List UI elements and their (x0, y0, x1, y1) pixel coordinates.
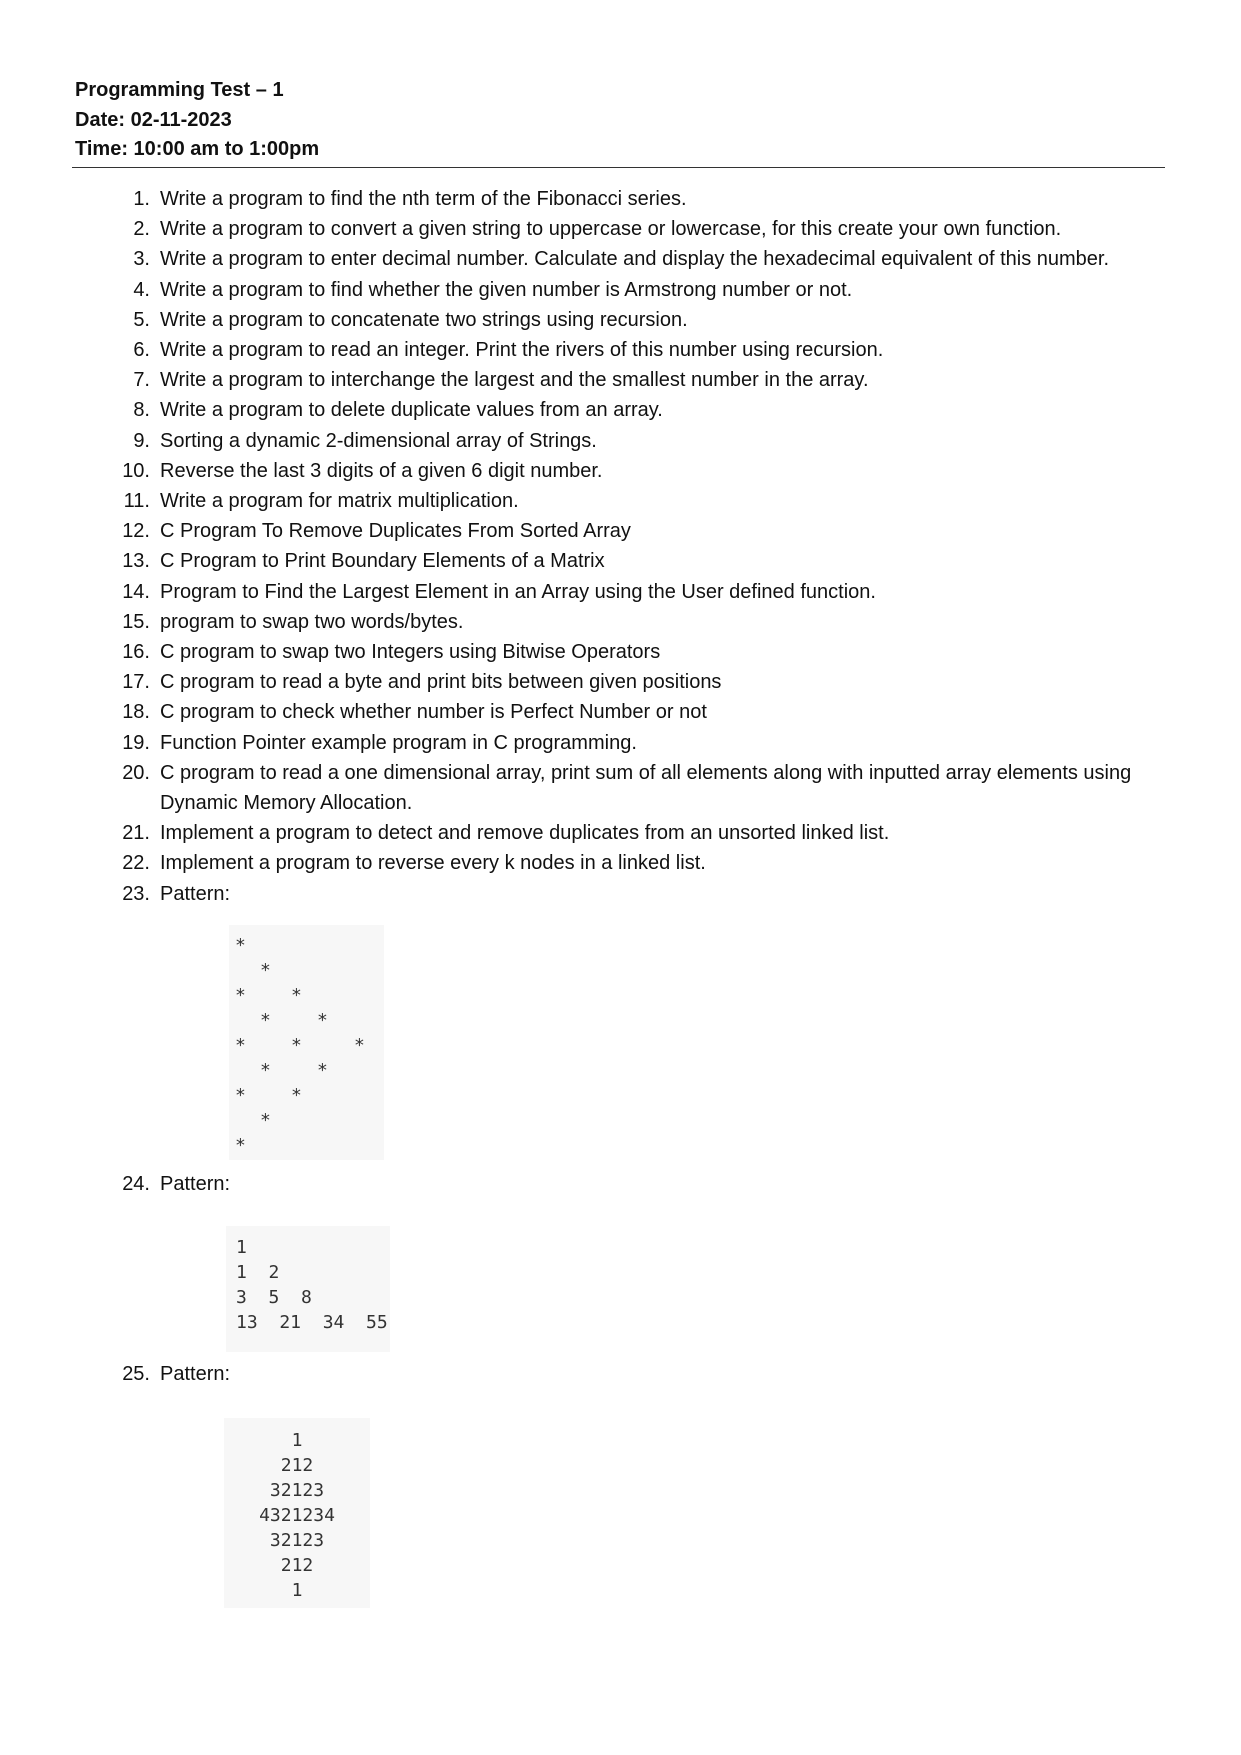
question-number: 15. (122, 610, 150, 633)
question-21 (110, 818, 1170, 848)
pattern-star: * (235, 1085, 246, 1106)
question-18 (110, 697, 1170, 727)
question-number: 20. (122, 761, 150, 784)
question-text: Write a program to delete duplicate values from an array. (160, 399, 663, 422)
pattern-star: * (291, 1085, 302, 1106)
question-text: Sorting a dynamic 2-dimensional array of Strings. (160, 429, 597, 452)
pattern-star: * (235, 1135, 246, 1156)
question-number: 21. (122, 822, 150, 845)
question-10 (110, 456, 1170, 486)
pattern-row: 1 (236, 1237, 247, 1258)
pattern-star: * (260, 960, 271, 981)
question-7 (110, 365, 1170, 395)
question-25 (110, 1359, 410, 1389)
question-text: program to swap two words/bytes. (160, 610, 464, 633)
question-11 (110, 486, 1170, 516)
question-8 (110, 395, 1170, 425)
question-number: 17. (122, 671, 150, 694)
question-number: 3. (133, 248, 150, 271)
pattern-row: 13 21 34 55 (236, 1312, 388, 1333)
question-number: 4. (133, 278, 150, 301)
question-13 (110, 546, 1170, 576)
question-9 (110, 426, 1170, 456)
question-text: Write a program to concatenate two strings using recursion. (160, 308, 688, 331)
question-text: Pattern: (160, 882, 231, 905)
pattern-star: * (354, 1035, 365, 1056)
pattern-row: 3 5 8 (236, 1287, 312, 1308)
pattern-row: 212 (280, 1455, 314, 1476)
question-text: Write a program to enter decimal number. Calculate and display the hexadecimal equivalent of this number. (160, 248, 1110, 271)
question-23 (110, 879, 1170, 909)
question-17 (110, 667, 1170, 697)
pattern-24-box (226, 1226, 390, 1352)
pattern-row: 1 2 (236, 1262, 280, 1283)
question-4 (110, 275, 1170, 305)
question-text: Implement a program to detect and remove duplicates from an unsorted linked list. (160, 822, 890, 845)
question-number: 18. (122, 701, 150, 724)
pattern-star: * (291, 1035, 302, 1056)
test-date: Date: 02-11-2023 (75, 108, 232, 131)
pattern-star: * (291, 985, 302, 1006)
question-number: 23. (122, 882, 150, 905)
question-text: C Program to Print Boundary Elements of a Matrix (160, 550, 605, 573)
question-number: 14. (122, 580, 150, 603)
question-list (110, 184, 1170, 909)
question-number: 10. (122, 459, 150, 482)
pattern-row: 32123 (269, 1530, 325, 1551)
test-title: Programming Test – 1 (75, 79, 284, 101)
question-number: 24. (122, 1173, 150, 1195)
question-text: C program to swap two Integers using Bitwise Operators (160, 641, 661, 664)
question-text: Write a program to interchange the largest and the smallest number in the array. (160, 369, 869, 392)
question-text: C program to read a one dimensional array, print sum of all elements along with inputted array elements using Dynamic Memory Allocation. (160, 761, 1132, 815)
pattern-star: * (260, 1010, 271, 1031)
question-22 (110, 848, 1170, 878)
question-text: C program to read a byte and print bits between given positions (160, 671, 722, 694)
question-number: 8. (133, 399, 150, 422)
question-5 (110, 305, 1170, 335)
question-number: 12. (122, 520, 150, 543)
question-text: Function Pointer example program in C programming. (160, 731, 637, 754)
question-number: 5. (133, 308, 150, 331)
question-number: 6. (133, 339, 150, 362)
question-19 (110, 728, 1170, 758)
question-3 (110, 244, 1170, 274)
question-1 (110, 184, 1170, 214)
question-text: Implement a program to reverse every k nodes in a linked list. (160, 852, 706, 875)
question-text: Reverse the last 3 digits of a given 6 digit number. (160, 459, 603, 482)
pattern-star: * (317, 1060, 328, 1081)
question-number: 2. (133, 218, 150, 241)
question-number: 25. (122, 1363, 150, 1385)
pattern-star: * (317, 1010, 328, 1031)
question-12 (110, 516, 1170, 546)
pattern-row: 1 (291, 1580, 303, 1601)
document-header (75, 76, 319, 165)
header-divider (72, 167, 1165, 168)
question-2 (110, 214, 1170, 244)
question-number: 22. (122, 852, 150, 875)
pattern-star: * (235, 985, 246, 1006)
pattern-star: * (260, 1110, 271, 1131)
question-text: Pattern: (160, 1363, 231, 1385)
test-time: Time: 10:00 am to 1:00pm (75, 138, 320, 160)
pattern-star: * (235, 1035, 246, 1056)
question-15 (110, 607, 1170, 637)
question-text: Write a program to find whether the given number is Armstrong number or not. (160, 278, 853, 301)
question-14 (110, 577, 1170, 607)
pattern-row: 212 (280, 1555, 314, 1576)
question-text: Write a program to convert a given string to uppercase or lowercase, for this create your own function. (160, 218, 1062, 241)
question-number: 1. (133, 188, 150, 210)
question-number: 7. (133, 369, 150, 392)
question-number: 19. (122, 731, 150, 754)
question-24 (110, 1169, 410, 1199)
pattern-25-box (224, 1418, 370, 1608)
question-text: C Program To Remove Duplicates From Sorted Array (160, 520, 631, 543)
question-text: Write a program for matrix multiplication. (160, 490, 519, 513)
pattern-row: 4321234 (259, 1505, 335, 1526)
question-20 (110, 758, 1170, 818)
question-number: 16. (122, 641, 150, 664)
pattern-row: 32123 (269, 1480, 325, 1501)
question-text: Write a program to find the nth term of the Fibonacci series. (160, 188, 687, 210)
question-text: Write a program to read an integer. Print the rivers of this number using recursion. (160, 339, 884, 362)
question-text: C program to check whether number is Perfect Number or not (160, 701, 707, 724)
question-number: 11. (123, 490, 150, 513)
question-text: Program to Find the Largest Element in an Array using the User defined function. (160, 580, 876, 603)
question-number: 9. (133, 429, 150, 452)
pattern-row: 1 (291, 1430, 303, 1451)
question-16 (110, 637, 1170, 667)
question-text: Pattern: (160, 1173, 231, 1195)
pattern-star: * (235, 935, 246, 956)
question-6 (110, 335, 1170, 365)
pattern-star: * (260, 1060, 271, 1081)
pattern-23-box (229, 925, 384, 1160)
question-number: 13. (122, 550, 150, 573)
